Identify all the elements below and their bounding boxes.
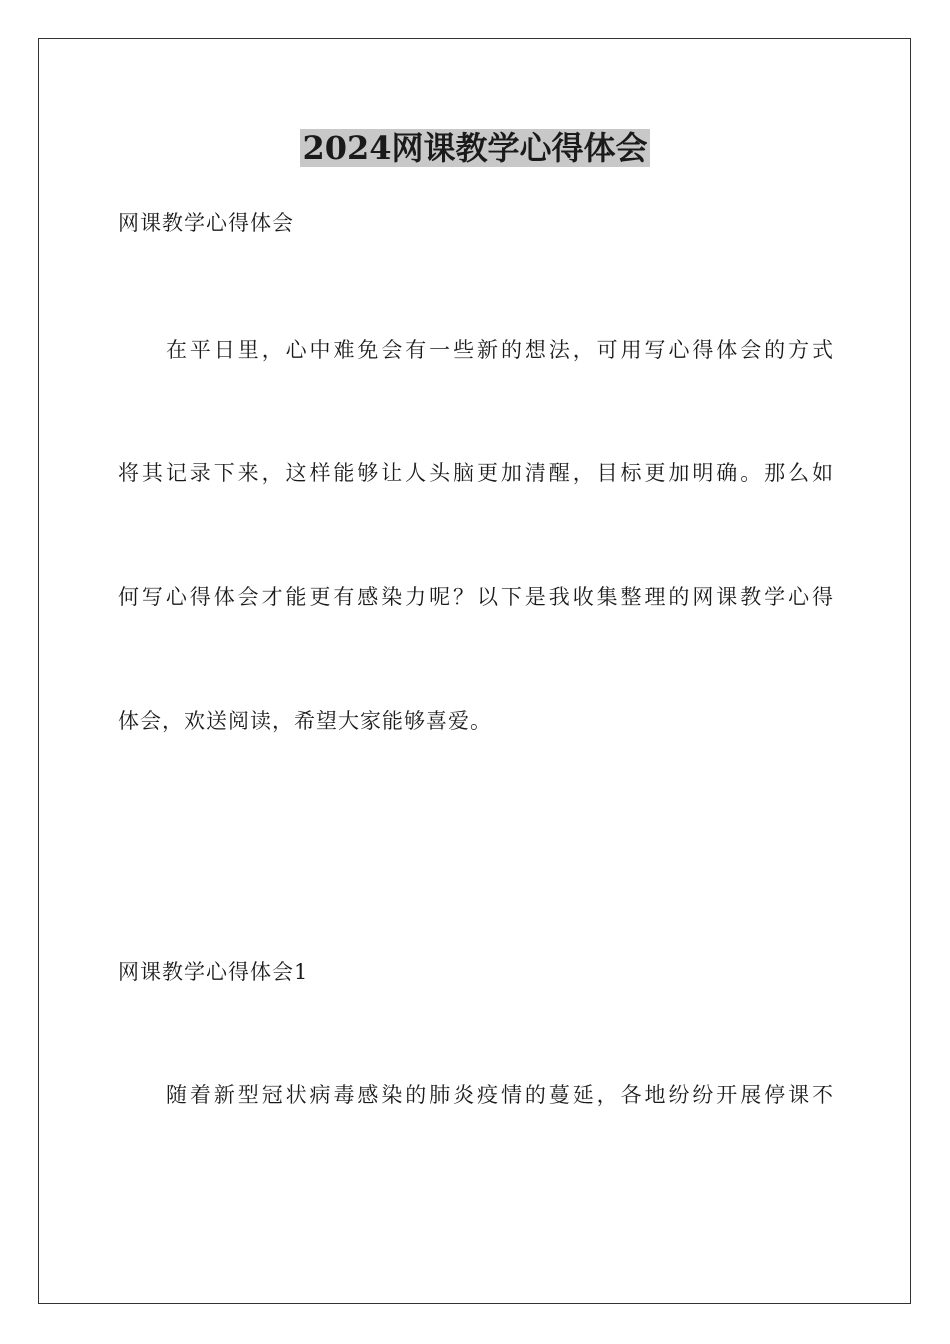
section-paragraph-line-1: 随着新型冠状病毒感染的肺炎疫情的蔓延，各地纷纷开展停课不: [166, 1083, 834, 1107]
document-title: [0, 124, 950, 172]
intro-line-3: 何写心得体会才能更有感染力呢？以下是我收集整理的网课教学心得: [118, 585, 834, 609]
intro-line-2: 将其记录下来，这样能够让人头脑更加清醒，目标更加明确。那么如: [118, 461, 834, 485]
document-subtitle: 网课教学心得体会: [118, 211, 294, 235]
section-heading: 网课教学心得体会1: [118, 960, 309, 984]
document-title-text: 2024网课教学心得体会: [302, 129, 648, 167]
intro-line-4: 体会，欢送阅读，希望大家能够喜爱。: [118, 709, 492, 733]
intro-line-1: 在平日里，心中难免会有一些新的想法，可用写心得体会的方式: [166, 338, 834, 362]
